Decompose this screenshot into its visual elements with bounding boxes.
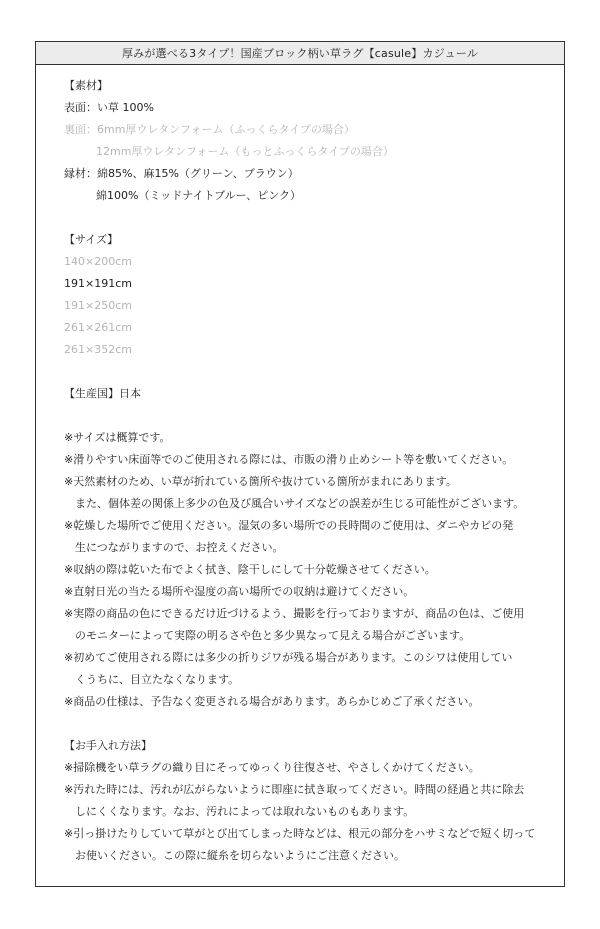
note-line: のモニターによって実際の明るさや色と多少異なって見える場合がございます。 (64, 629, 471, 642)
material-edge-2: 綿100%（ミッドナイトブルー、ピンク） (96, 189, 302, 202)
materials-heading: 【素材】 (64, 79, 108, 92)
care-line: お使いください。この際に縦糸を切らないようにご注意ください。 (64, 849, 405, 862)
note-line: ※商品の仕様は、予告なく変更される場合があります。あらかじめご了承ください。 (64, 695, 480, 708)
care-heading: 【お手入れ方法】 (64, 739, 152, 752)
care-line: ※汚れた時には、汚れが広がらないように即座に拭き取ってください。時間の経過と共に除去 (64, 783, 525, 796)
note-line: ※滑りやすい床面等でのご使用される際には、市販の滑り止めシート等を敷いてください。 (64, 453, 514, 466)
product-title: 厚みが選べる3タイプ！国産ブロック柄い草ラグ【casule】カジュール (36, 42, 564, 65)
care-line: ※掃除機をい草ラグの織り目にそってゆっくり往復させ、やさしくかけてください。 (64, 761, 480, 774)
material-front: 表面：い草 100% (64, 101, 154, 114)
size-item: 261×352cm (64, 343, 132, 356)
note-line: ※実際の商品の色にできるだけ近づけるよう、撮影を行っておりますが、商品の色は、ご使用 (64, 607, 525, 620)
note-line: ※収納の際は乾いた布でよく拭き、陰干しにして十分乾燥させてください。 (64, 563, 436, 576)
origin-line: 【生産国】日本 (64, 387, 141, 400)
size-item-selected: 191×191cm (64, 277, 132, 290)
care-line: ※引っ掛けたりしていて草がとび出てしまった時などは、根元の部分をハサミなどで短く切って (64, 827, 536, 840)
note-line: また、個体差の関係上多少の色及び風合いサイズなどの誤差が生じる可能性がございます。 (64, 497, 525, 510)
material-back-2: 12mm厚ウレタンフォーム（もっとふっくらタイプの場合） (96, 145, 394, 158)
note-line: ※直射日光の当たる場所や湿度の高い場所での収納は避けてください。 (64, 585, 415, 598)
note-line: ※乾燥した場所でご使用ください。湿気の多い場所での長時間のご使用は、ダニやカビの発 (64, 519, 514, 532)
care-line: しにくくなります。なお、汚れによっては取れないものもあります。 (64, 805, 415, 818)
note-line: 生につながりますので、お控えください。 (64, 541, 284, 554)
size-item: 191×250cm (64, 299, 132, 312)
size-item: 261×261cm (64, 321, 132, 334)
note-line: ※天然素材のため、い草が折れている箇所や抜けている箇所がまれにあります。 (64, 475, 457, 488)
note-line: ※初めてご使用される際には多少の折りジワが残る場合があります。このシワは使用してい (64, 651, 513, 664)
sizes-heading: 【サイズ】 (64, 233, 119, 246)
product-spec-box (35, 41, 565, 887)
size-item: 140×200cm (64, 255, 132, 268)
note-line: ※サイズは概算です。 (64, 431, 171, 444)
material-back-1: 裏面：6mm厚ウレタンフォーム（ふっくらタイプの場合） (64, 123, 355, 136)
note-line: くうちに、目立たなくなります。 (64, 673, 240, 686)
material-edge-1: 縁材：綿85%、麻15%（グリーン、ブラウン） (64, 167, 299, 180)
